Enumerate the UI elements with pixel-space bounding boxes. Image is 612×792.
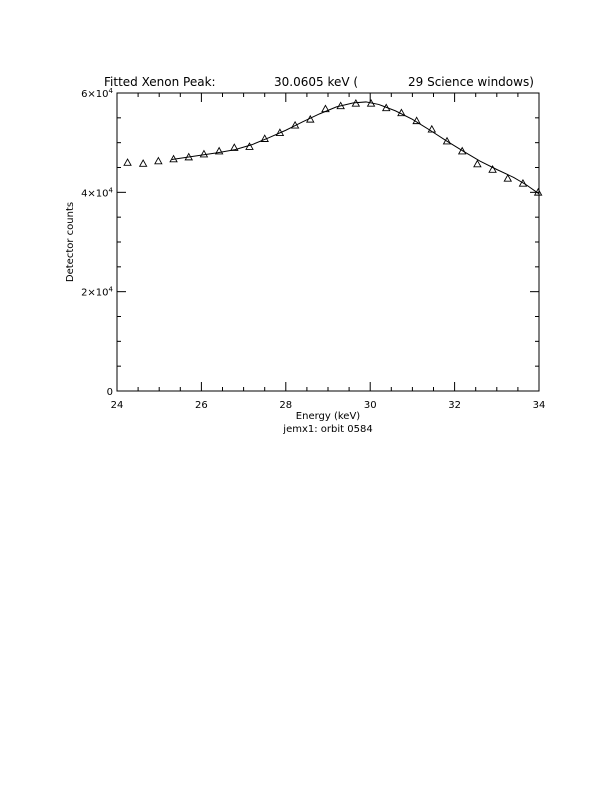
y-axis <box>81 87 539 398</box>
data-point-triangle <box>140 160 147 166</box>
x-tick-label: 34 <box>532 400 546 411</box>
chart-title-windows: 29 Science windows) <box>408 75 534 89</box>
data-points-series <box>124 100 542 195</box>
y-tick-label-exponent: 4 <box>108 285 113 294</box>
y-axis-minor-ticks <box>117 118 539 366</box>
data-point-triangle <box>124 159 131 165</box>
x-axis-minor-ticks <box>138 93 518 391</box>
x-tick-label: 26 <box>195 400 208 411</box>
y-tick-label-base: 6×10 <box>81 89 109 100</box>
y-tick-label <box>81 186 113 199</box>
chart-title-energy: 30.0605 keV ( <box>274 75 359 89</box>
chart-title-label: Fitted Xenon Peak: <box>104 75 216 89</box>
data-point-triangle <box>155 158 162 164</box>
x-axis-label: Energy (keV) <box>295 411 361 422</box>
x-axis <box>108 93 546 411</box>
y-tick-label <box>81 286 113 299</box>
y-tick-label <box>107 387 113 398</box>
y-axis-label: Detector counts <box>65 201 76 283</box>
x-tick-label: 28 <box>279 400 293 411</box>
chart-title <box>104 75 534 89</box>
y-tick-label-base: 0 <box>106 387 113 398</box>
x-tick-label: 30 <box>363 400 377 411</box>
y-tick-label-base: 4×10 <box>81 188 109 200</box>
plot-frame <box>117 93 539 391</box>
y-tick-label-exponent: 4 <box>108 186 113 195</box>
x-tick-label: 24 <box>110 400 124 411</box>
y-tick-label-exponent: 4 <box>108 87 113 95</box>
y-tick-label-base: 2×10 <box>81 287 109 299</box>
fit-curve-line <box>172 102 539 194</box>
x-tick-label: 32 <box>448 400 461 411</box>
chart-subtitle: jemx1: orbit 0584 <box>283 424 373 435</box>
y-tick-label <box>81 87 113 100</box>
data-point-triangle <box>200 151 207 157</box>
fit-curve-series <box>172 102 539 194</box>
